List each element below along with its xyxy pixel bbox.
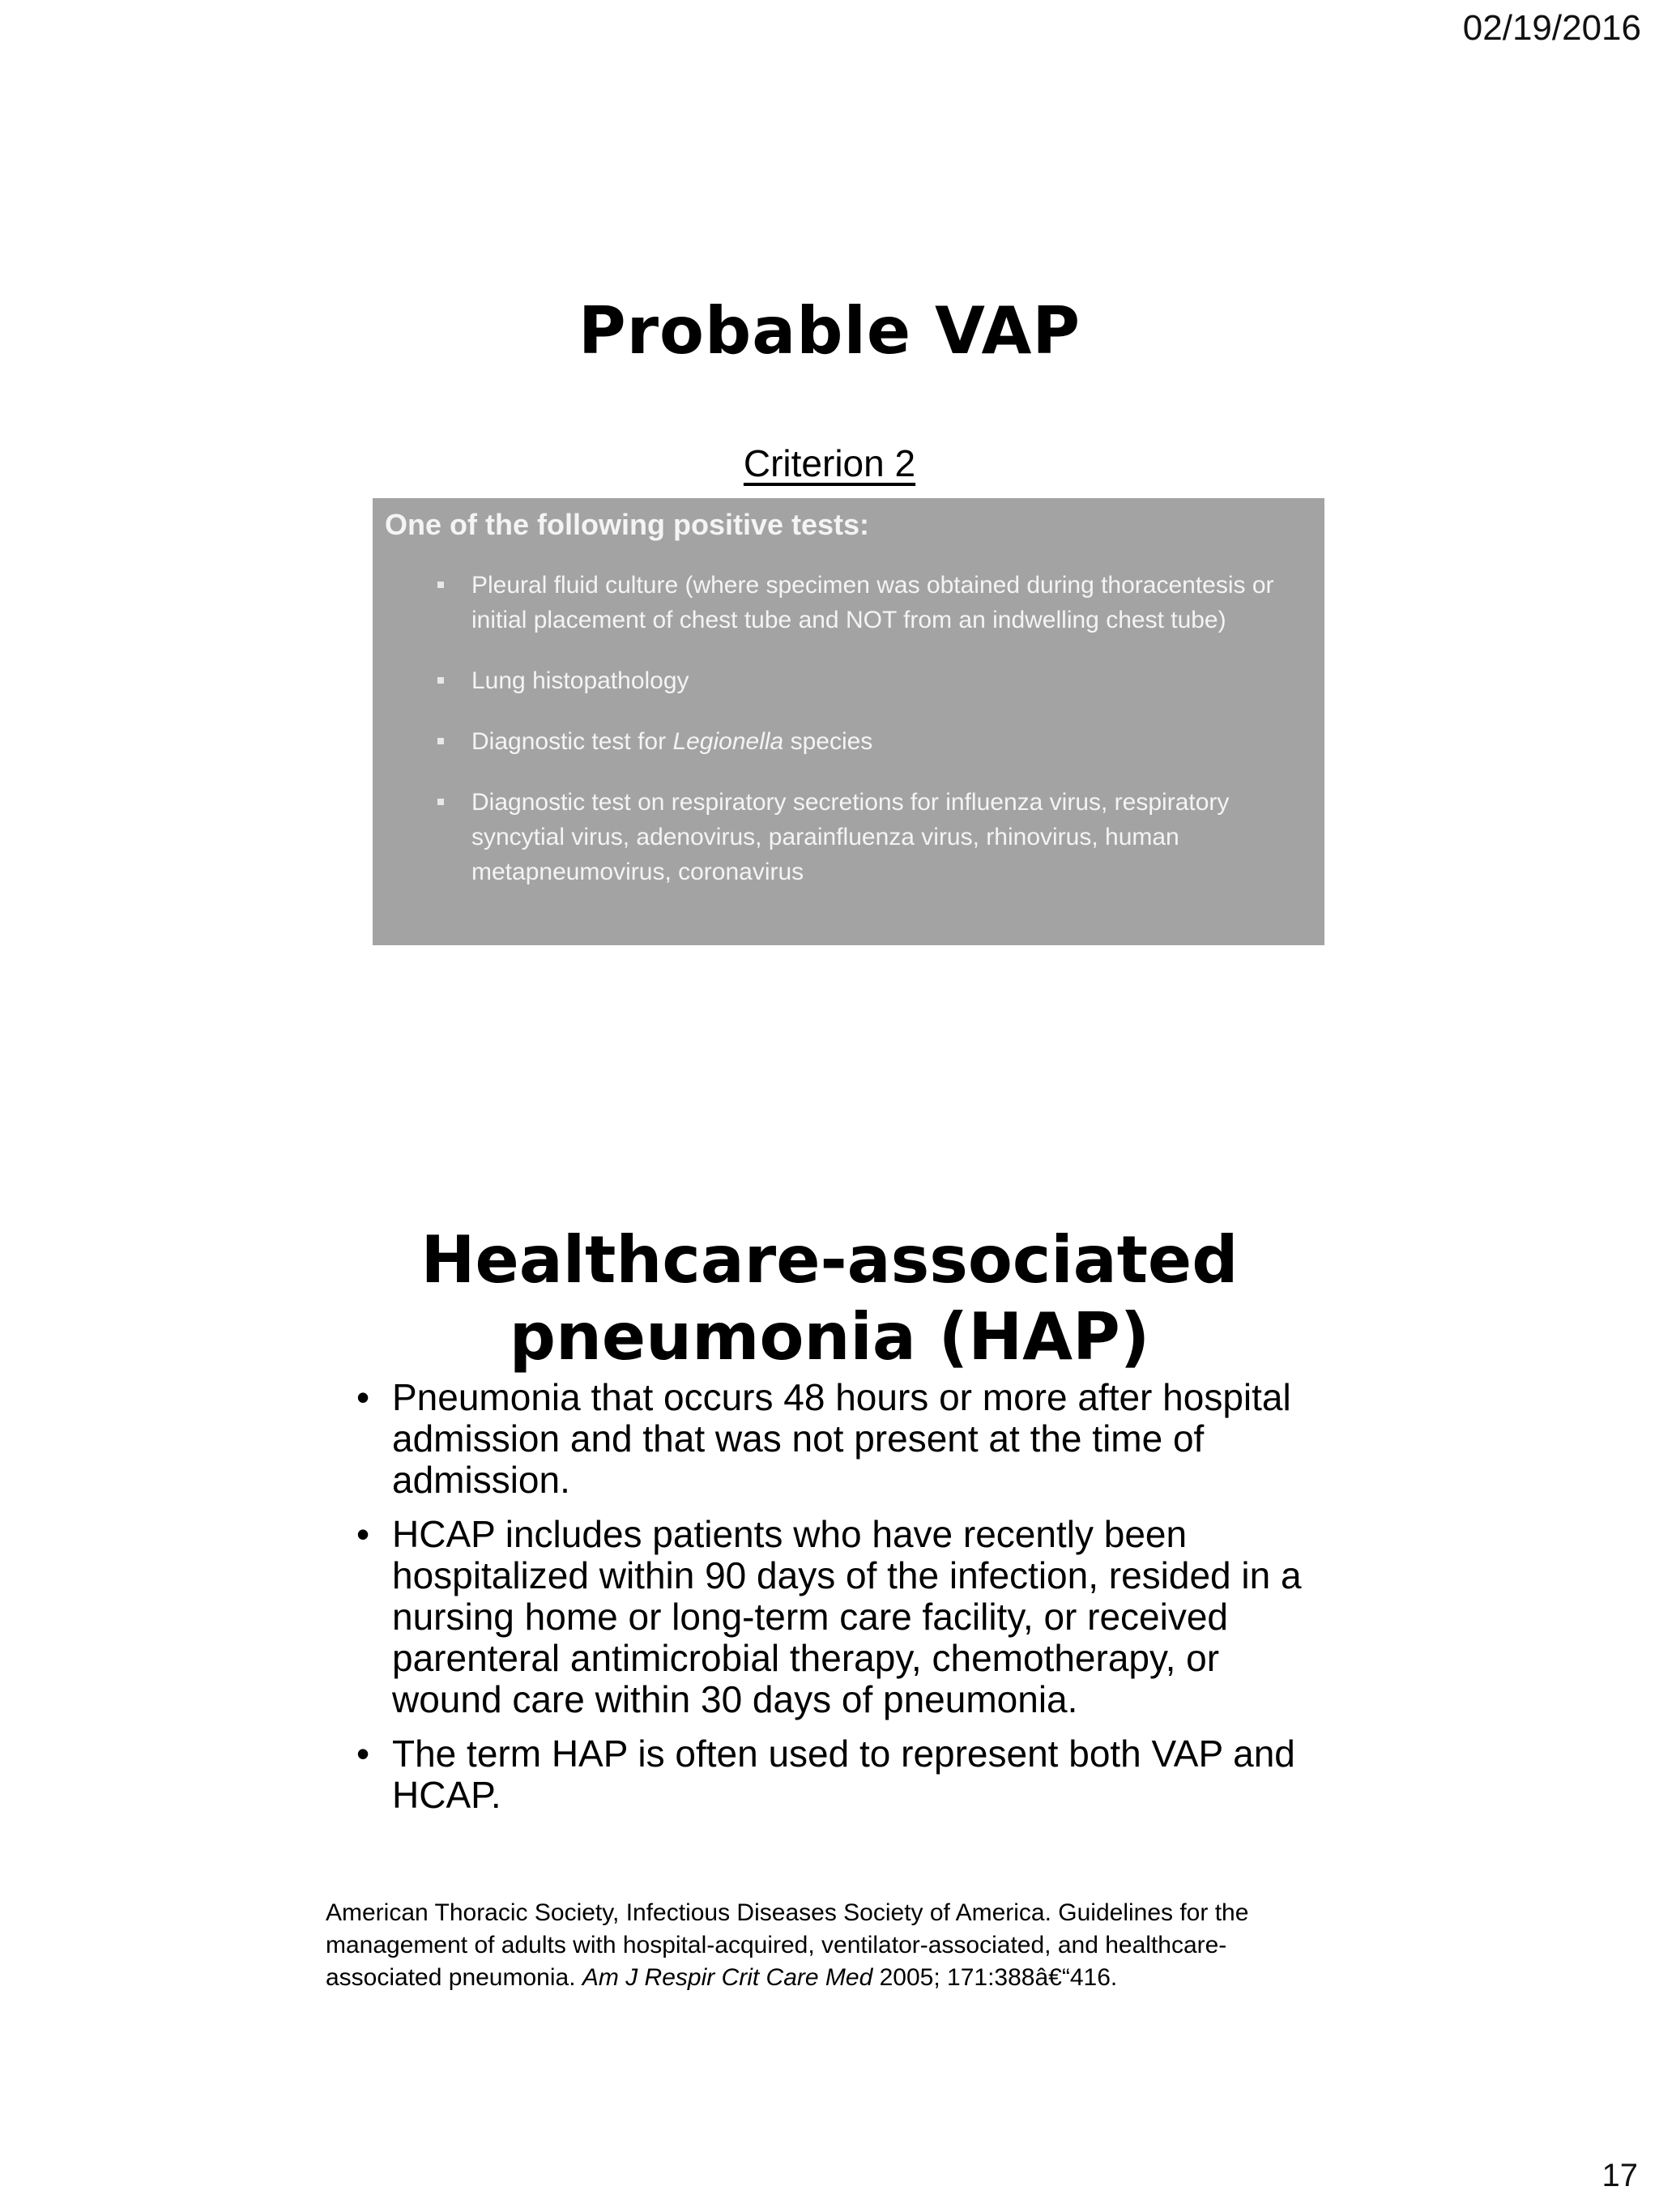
criteria-list: [385, 568, 1310, 889]
criteria-item-italic: Legionella: [672, 728, 784, 755]
list-item: [356, 1733, 1312, 1816]
criteria-heading: One of the following positive tests:: [385, 508, 870, 541]
slide-title-line1: Healthcare-associated: [420, 1222, 1239, 1298]
list-item-text: The term HAP is often used to represent both VAP and HCAP.: [392, 1733, 1295, 1816]
criteria-item-text: Diagnostic test on respiratory secretions for influenza virus, respiratory syncytial virus, adenovirus, parainfluenza virus, rhinovirus, human metapneumovirus, coronavirus: [471, 789, 1230, 885]
citation: [326, 1897, 1330, 1994]
bullet-dot-icon: •: [356, 1733, 370, 1775]
criteria-item-legionella: [437, 724, 1310, 759]
list-item: [356, 1514, 1312, 1720]
citation-journal: Am J Respir Crit Care Med: [582, 1964, 873, 1991]
criterion-subtitle: Criterion 2: [743, 442, 916, 484]
criteria-box: [373, 498, 1324, 945]
bullet-dot-icon: •: [356, 1513, 370, 1555]
citation-main: American Thoracic Society, Infectious Diseases Society of America. Guidelines for the management of adults with hospital-acquired, ventilator-associated, and healthcare-associated pneumonia.: [326, 1899, 1249, 1991]
square-bullet-icon: [437, 738, 444, 744]
criteria-item-lung-histopathology: [437, 663, 1310, 698]
slide-title-probable-vap: Probable VAP: [578, 293, 1081, 369]
list-item-text: Pneumonia that occurs 48 hours or more after hospital admission and that was not present at the time of admission.: [392, 1376, 1291, 1501]
citation-tail: 2005; 171:388â€“416.: [872, 1964, 1118, 1991]
square-bullet-icon: [437, 582, 444, 588]
criteria-item-text-before: Diagnostic test for: [471, 728, 673, 755]
hap-bullet-list: [356, 1377, 1312, 1829]
slide-title-line2: pneumonia (HAP): [509, 1299, 1150, 1375]
criteria-item-respiratory-secretions: [437, 785, 1310, 889]
list-item-text: HCAP includes patients who have recently been hospitalized within 90 days of the infection, resided in a nursing home or long-term care facility, or received parenteral antimicrobial therapy, chemotherapy, or wound care within 30 days of pneumonia.: [392, 1513, 1302, 1720]
date-stamp: 02/19/2016: [1462, 8, 1641, 48]
slide-title-hap: [0, 1221, 1659, 1375]
page-number: 17: [1601, 2158, 1638, 2193]
square-bullet-icon: [437, 677, 444, 684]
criteria-item-text-after: species: [783, 728, 873, 755]
list-item: [356, 1377, 1312, 1501]
criteria-item-text: Lung histopathology: [471, 667, 689, 694]
square-bullet-icon: [437, 799, 444, 805]
criteria-item-text: Pleural fluid culture (where specimen was obtained during thoracentesis or initial placement of chest tube and NOT from an indwelling chest tube): [471, 572, 1274, 633]
bullet-dot-icon: •: [356, 1376, 370, 1418]
criteria-item-pleural-fluid: [437, 568, 1310, 637]
